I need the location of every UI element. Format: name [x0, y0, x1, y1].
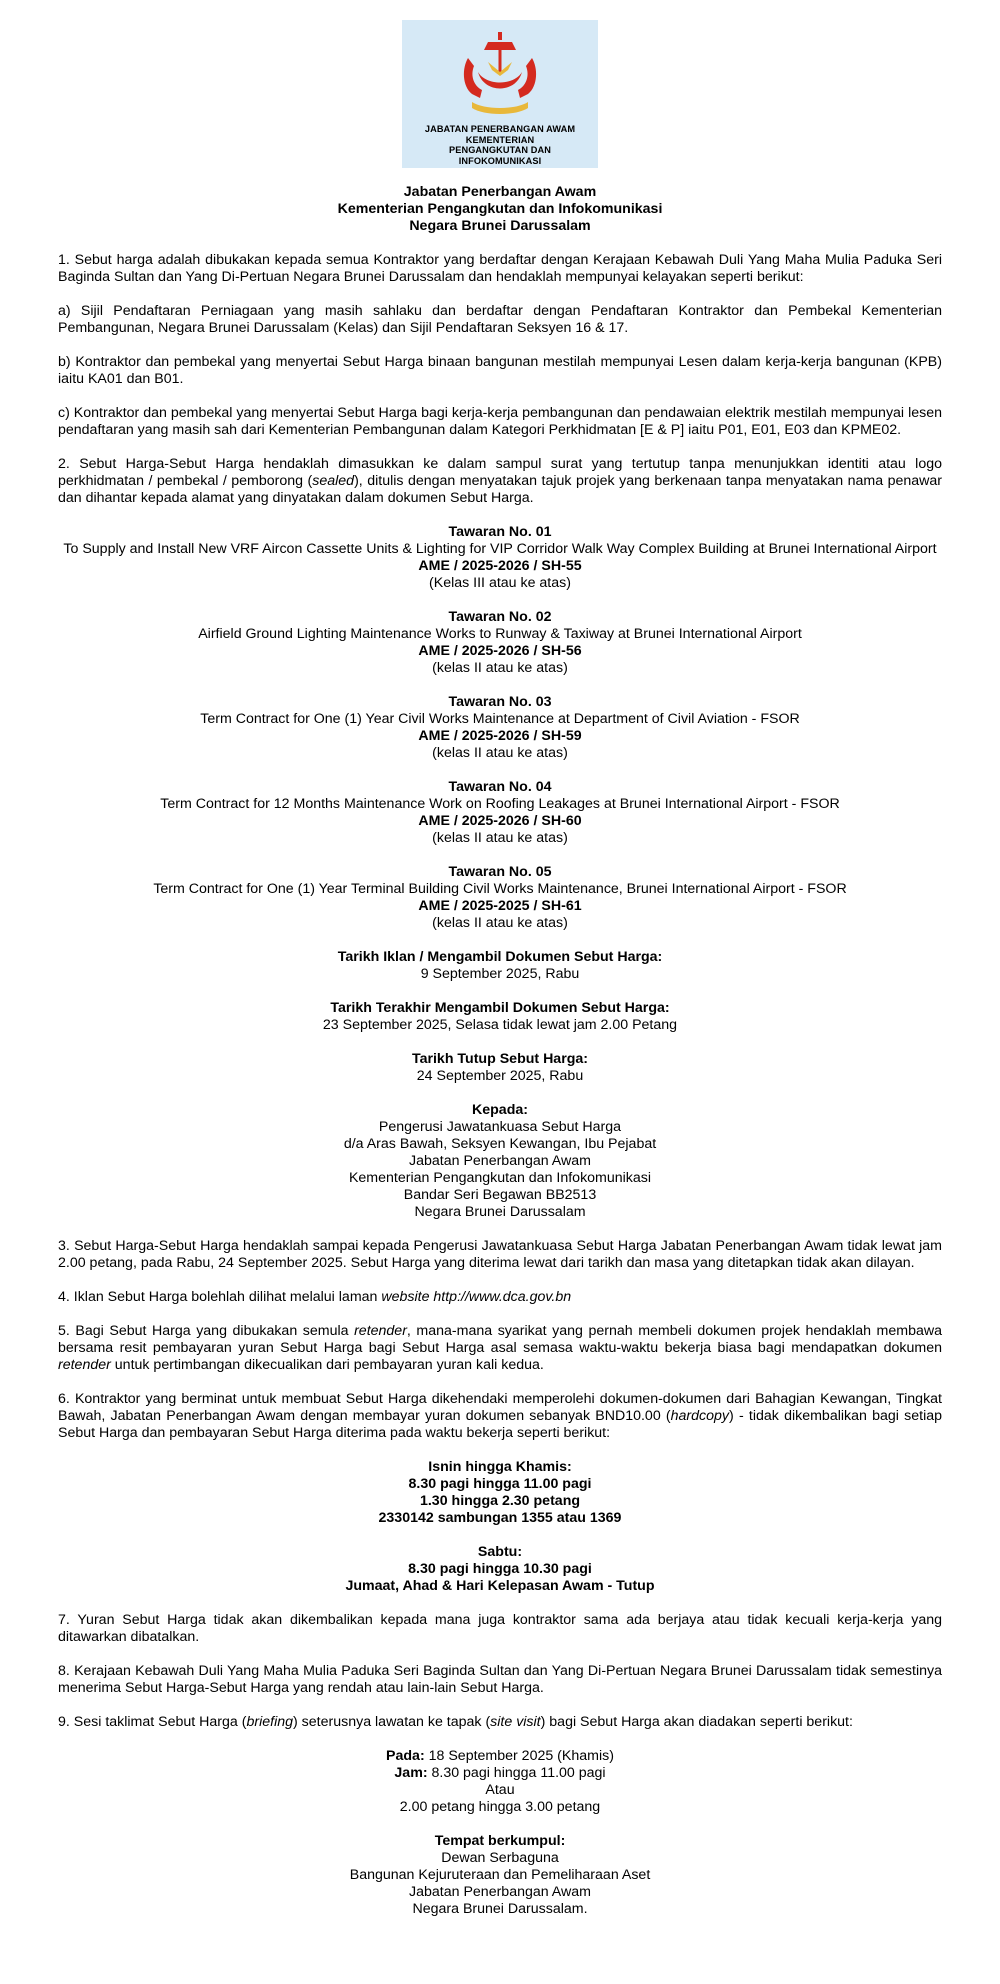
date-label: Tarikh Iklan / Mengambil Dokumen Sebut Harga: [337, 949, 663, 965]
hours-line: Isnin hingga Khamis: [428, 1459, 572, 1475]
hours-line: Sabtu: [477, 1544, 523, 1560]
department-logo [402, 20, 598, 168]
advert-date [58, 949, 942, 983]
place-line: Jabatan Penerbangan Awam [409, 1884, 591, 1900]
address-line: Bandar Seri Begawan BB2513 [403, 1187, 597, 1203]
tender-reference: AME / 2025-2026 / SH-60 [418, 813, 582, 829]
logo-line: KEMENTERIAN [465, 134, 535, 145]
tender-reference: AME / 2025-2025 / SH-61 [418, 898, 582, 914]
text-span: 2. Sebut Harga-Sebut Harga hendaklah dimasukkan ke dalam sampul surat yang tertutup tanpa menunjukkan identiti atau logo perkhidmatan / pembekal / pemborong ( [58, 456, 942, 489]
tender-class: (kelas II atau ke atas) [432, 830, 568, 846]
tender-reference: AME / 2025-2026 / SH-59 [418, 728, 582, 744]
briefing-or: Atau [485, 1782, 515, 1798]
time-label: Jam: [394, 1765, 428, 1781]
italic-span: briefing [246, 1714, 294, 1730]
text-span: 6. Kontraktor yang berminat untuk membuat Sebut Harga dikehendaki memperolehi dokumen-dokumen dari Bahagian Kewangan, Tingkat Bawah, Jabatan Penerbangan Awam dengan membayar yuran dokumen sebanyak BND10.00 ( [58, 1391, 942, 1424]
meeting-place [58, 1833, 942, 1918]
paragraph-5 [58, 1323, 942, 1374]
hours-line: 8.30 pagi hingga 10.30 pagi [408, 1561, 592, 1577]
hours-line: 8.30 pagi hingga 11.00 pagi [408, 1476, 592, 1492]
text-span: ), ditulis dengan menyatakan tajuk projek yang berkenaan tanpa menyatakan nama penawar dan dihantar kepada alamat yang dinyatakan dalam dokumen Sebut Harga. [58, 473, 943, 506]
paragraph-b: b) Kontraktor dan pembekal yang menyertai Sebut Harga binaan bangunan mestilah mempunyai Lesen dalam kerja-kerja bangunan (KPB) iaitu KA01 dan B01. [58, 354, 942, 387]
document-header [58, 184, 942, 235]
header-line: Jabatan Penerbangan Awam [403, 184, 597, 200]
text-span: ) seterusnya lawatan ke tapak ( [293, 1714, 491, 1730]
briefing-date [58, 1748, 942, 1765]
paragraph-2 [58, 456, 942, 507]
text-span: , mana-mana syarikat yang pernah membeli dokumen projek hendaklah membawa bersama resit pembayaran yuran Sebut Harga bagi Sebut Harga asal semasa waktu-waktu bekerja biasa bagi mendapatkan dokumen [58, 1323, 942, 1356]
tender-reference: AME / 2025-2026 / SH-55 [418, 558, 582, 574]
italic-span: retender [58, 1357, 111, 1373]
address-label: Kepada: [472, 1102, 528, 1118]
paragraph-c: c) Kontraktor dan pembekal yang menyertai Sebut Harga bagi kerja-kerja pembangunan dan pendawaian elektrik mestilah mempunyai lesen pendaftaran yang masih sah dari Kementerian Pembangunan dalam Kategori Perkhidmatan [E & P] iaitu P01, E01, E03 dan KPME02. [58, 405, 942, 438]
italic-span: hardcopy [670, 1408, 730, 1424]
tender-number: Tawaran No. 01 [448, 524, 552, 540]
tender-class: (kelas II atau ke atas) [432, 660, 568, 676]
address-line: Kementerian Pengangkutan dan Infokomunikasi [348, 1170, 652, 1186]
place-line: Dewan Serbaguna [441, 1850, 559, 1866]
address-line: Negara Brunei Darussalam [414, 1204, 586, 1220]
tender-item [58, 864, 942, 932]
tender-number: Tawaran No. 05 [448, 864, 552, 880]
tender-number: Tawaran No. 02 [448, 609, 552, 625]
closing-date [58, 1051, 942, 1085]
tender-notice [58, 184, 942, 1918]
logo-line: INFOKOMUNIKASI [458, 155, 542, 166]
tender-reference: AME / 2025-2026 / SH-56 [418, 643, 582, 659]
header-line: Kementerian Pengangkutan dan Infokomunikasi [337, 201, 663, 217]
paragraph-9 [58, 1714, 942, 1731]
date-label: Tarikh Tutup Sebut Harga: [411, 1051, 589, 1067]
date-label: Tarikh Terakhir Mengambil Dokumen Sebut Harga: [330, 1000, 670, 1016]
date-label: Pada: [386, 1748, 425, 1764]
paragraph-1: 1. Sebut harga adalah dibukakan kepada semua Kontraktor yang berdaftar dengan Kerajaan Kebawah Duli Yang Maha Mulia Paduka Seri Baginda Sultan dan Yang Di-Pertuan Negara Brunei Darussalam dan hendaklah mempunyai kelayakan seperti berikut: [58, 252, 942, 285]
saturday-hours [58, 1544, 942, 1595]
tender-title: Term Contract for 12 Months Maintenance Work on Roofing Leakages at Brunei International Airport - FSOR [160, 796, 840, 812]
header-line: Negara Brunei Darussalam [409, 218, 591, 234]
weekday-hours [58, 1459, 942, 1527]
text-span: 4. Iklan Sebut Harga bolehlah dilihat melalui laman [58, 1289, 382, 1305]
date-value: 18 September 2025 (Khamis) [424, 1748, 614, 1764]
paragraph-8: 8. Kerajaan Kebawah Duli Yang Maha Mulia Paduka Seri Baginda Sultan dan Yang Di-Pertuan Negara Brunei Darussalam tidak semestinya menerima Sebut Harga-Sebut Harga yang rendah atau lain-lain Sebut Harga. [58, 1663, 942, 1696]
tender-item [58, 694, 942, 762]
recipient-address [58, 1102, 942, 1221]
website-link[interactable]: website http://www.dca.gov.bn [381, 1289, 572, 1305]
hours-line: 1.30 hingga 2.30 petang [419, 1493, 581, 1509]
hours-line: Jumaat, Ahad & Hari Kelepasan Awam - Tutup [345, 1578, 655, 1594]
tender-item [58, 524, 942, 592]
tender-class: (Kelas III atau ke atas) [429, 575, 571, 591]
hours-line: 2330142 sambungan 1355 atau 1369 [378, 1510, 622, 1526]
italic-span: retender [354, 1323, 407, 1339]
paragraph-4 [58, 1289, 942, 1306]
logo-caption [402, 124, 598, 166]
date-value: 24 September 2025, Rabu [416, 1068, 584, 1084]
crest-icon [450, 28, 550, 122]
paragraph-7: 7. Yuran Sebut Harga tidak akan dikembalikan kepada mana juga kontraktor sama ada berjaya atau tidak kecuali kerja-kerja yang ditawarkan dibatalkan. [58, 1612, 942, 1645]
briefing-time [58, 1765, 942, 1782]
tender-number: Tawaran No. 03 [448, 694, 552, 710]
text-span: ) - tidak dikembalikan bagi setiap Sebut Harga dan pembayaran Sebut Harga diterima pada waktu bekerja seperti berikut: [58, 1408, 942, 1441]
paragraph-6 [58, 1391, 942, 1442]
logo-line: JABATAN PENERBANGAN AWAM [424, 124, 576, 134]
tender-title: Airfield Ground Lighting Maintenance Works to Runway & Taxiway at Brunei International Airport [198, 626, 802, 642]
tender-class: (kelas II atau ke atas) [432, 745, 568, 761]
address-line: d/a Aras Bawah, Seksyen Kewangan, Ibu Pejabat [343, 1136, 657, 1152]
tender-class: (kelas II atau ke atas) [432, 915, 568, 931]
place-line: Negara Brunei Darussalam. [412, 1901, 588, 1917]
last-collection-date [58, 1000, 942, 1034]
place-label: Tempat berkumpul: [434, 1833, 566, 1849]
italic-span: site visit [490, 1714, 541, 1730]
time-value: 8.30 pagi hingga 11.00 pagi [427, 1765, 606, 1781]
paragraph-a: a) Sijil Pendaftaran Perniagaan yang masih sahlaku dan berdaftar dengan Pendaftaran Kontraktor dan Pembekal Kementerian Pembangunan, Negara Brunei Darussalam (Kelas) dan Sijil Pendaftaran Seksyen 16 & 17. [58, 303, 942, 336]
address-line: Pengerusi Jawatankuasa Sebut Harga [378, 1119, 622, 1135]
tender-title: Term Contract for One (1) Year Civil Works Maintenance at Department of Civil Aviation - FSOR [200, 711, 800, 727]
text-span: 5. Bagi Sebut Harga yang dibukakan semula [58, 1323, 355, 1339]
text-span: untuk pertimbangan dikecualikan dari pembayaran yuran kali kedua. [110, 1357, 544, 1373]
date-value: 9 September 2025, Rabu [420, 966, 580, 982]
address-line: Jabatan Penerbangan Awam [409, 1153, 591, 1169]
tender-title: Term Contract for One (1) Year Terminal Building Civil Works Maintenance, Brunei International Airport - FSOR [153, 881, 847, 897]
date-value: 23 September 2025, Selasa tidak lewat jam 2.00 Petang [322, 1017, 678, 1033]
briefing-alt-time: 2.00 petang hingga 3.00 petang [399, 1799, 601, 1815]
text-span: ) bagi Sebut Harga akan diadakan seperti berikut: [540, 1714, 853, 1730]
paragraph-3: 3. Sebut Harga-Sebut Harga hendaklah sampai kepada Pengerusi Jawatankuasa Sebut Harga Jabatan Penerbangan Awam tidak lewat jam 2.00 petang, pada Rabu, 24 September 2025. Sebut Harga yang diterima lewat dari tarikh dan masa yang ditetapkan tidak akan dilayan. [58, 1238, 942, 1271]
logo-line: PENGANGKUTAN DAN [449, 145, 551, 155]
italic-span: sealed [312, 473, 355, 489]
briefing-schedule [58, 1748, 942, 1816]
place-line: Bangunan Kejuruteraan dan Pemeliharaan Aset [349, 1867, 651, 1883]
tender-number: Tawaran No. 04 [448, 779, 552, 795]
text-span: 9. Sesi taklimat Sebut Harga ( [58, 1714, 247, 1730]
tender-title: To Supply and Install New VRF Aircon Cassette Units & Lighting for VIP Corridor Walk Way Complex Building at Brunei International Airport [63, 541, 937, 557]
tender-item [58, 779, 942, 847]
tender-item [58, 609, 942, 677]
